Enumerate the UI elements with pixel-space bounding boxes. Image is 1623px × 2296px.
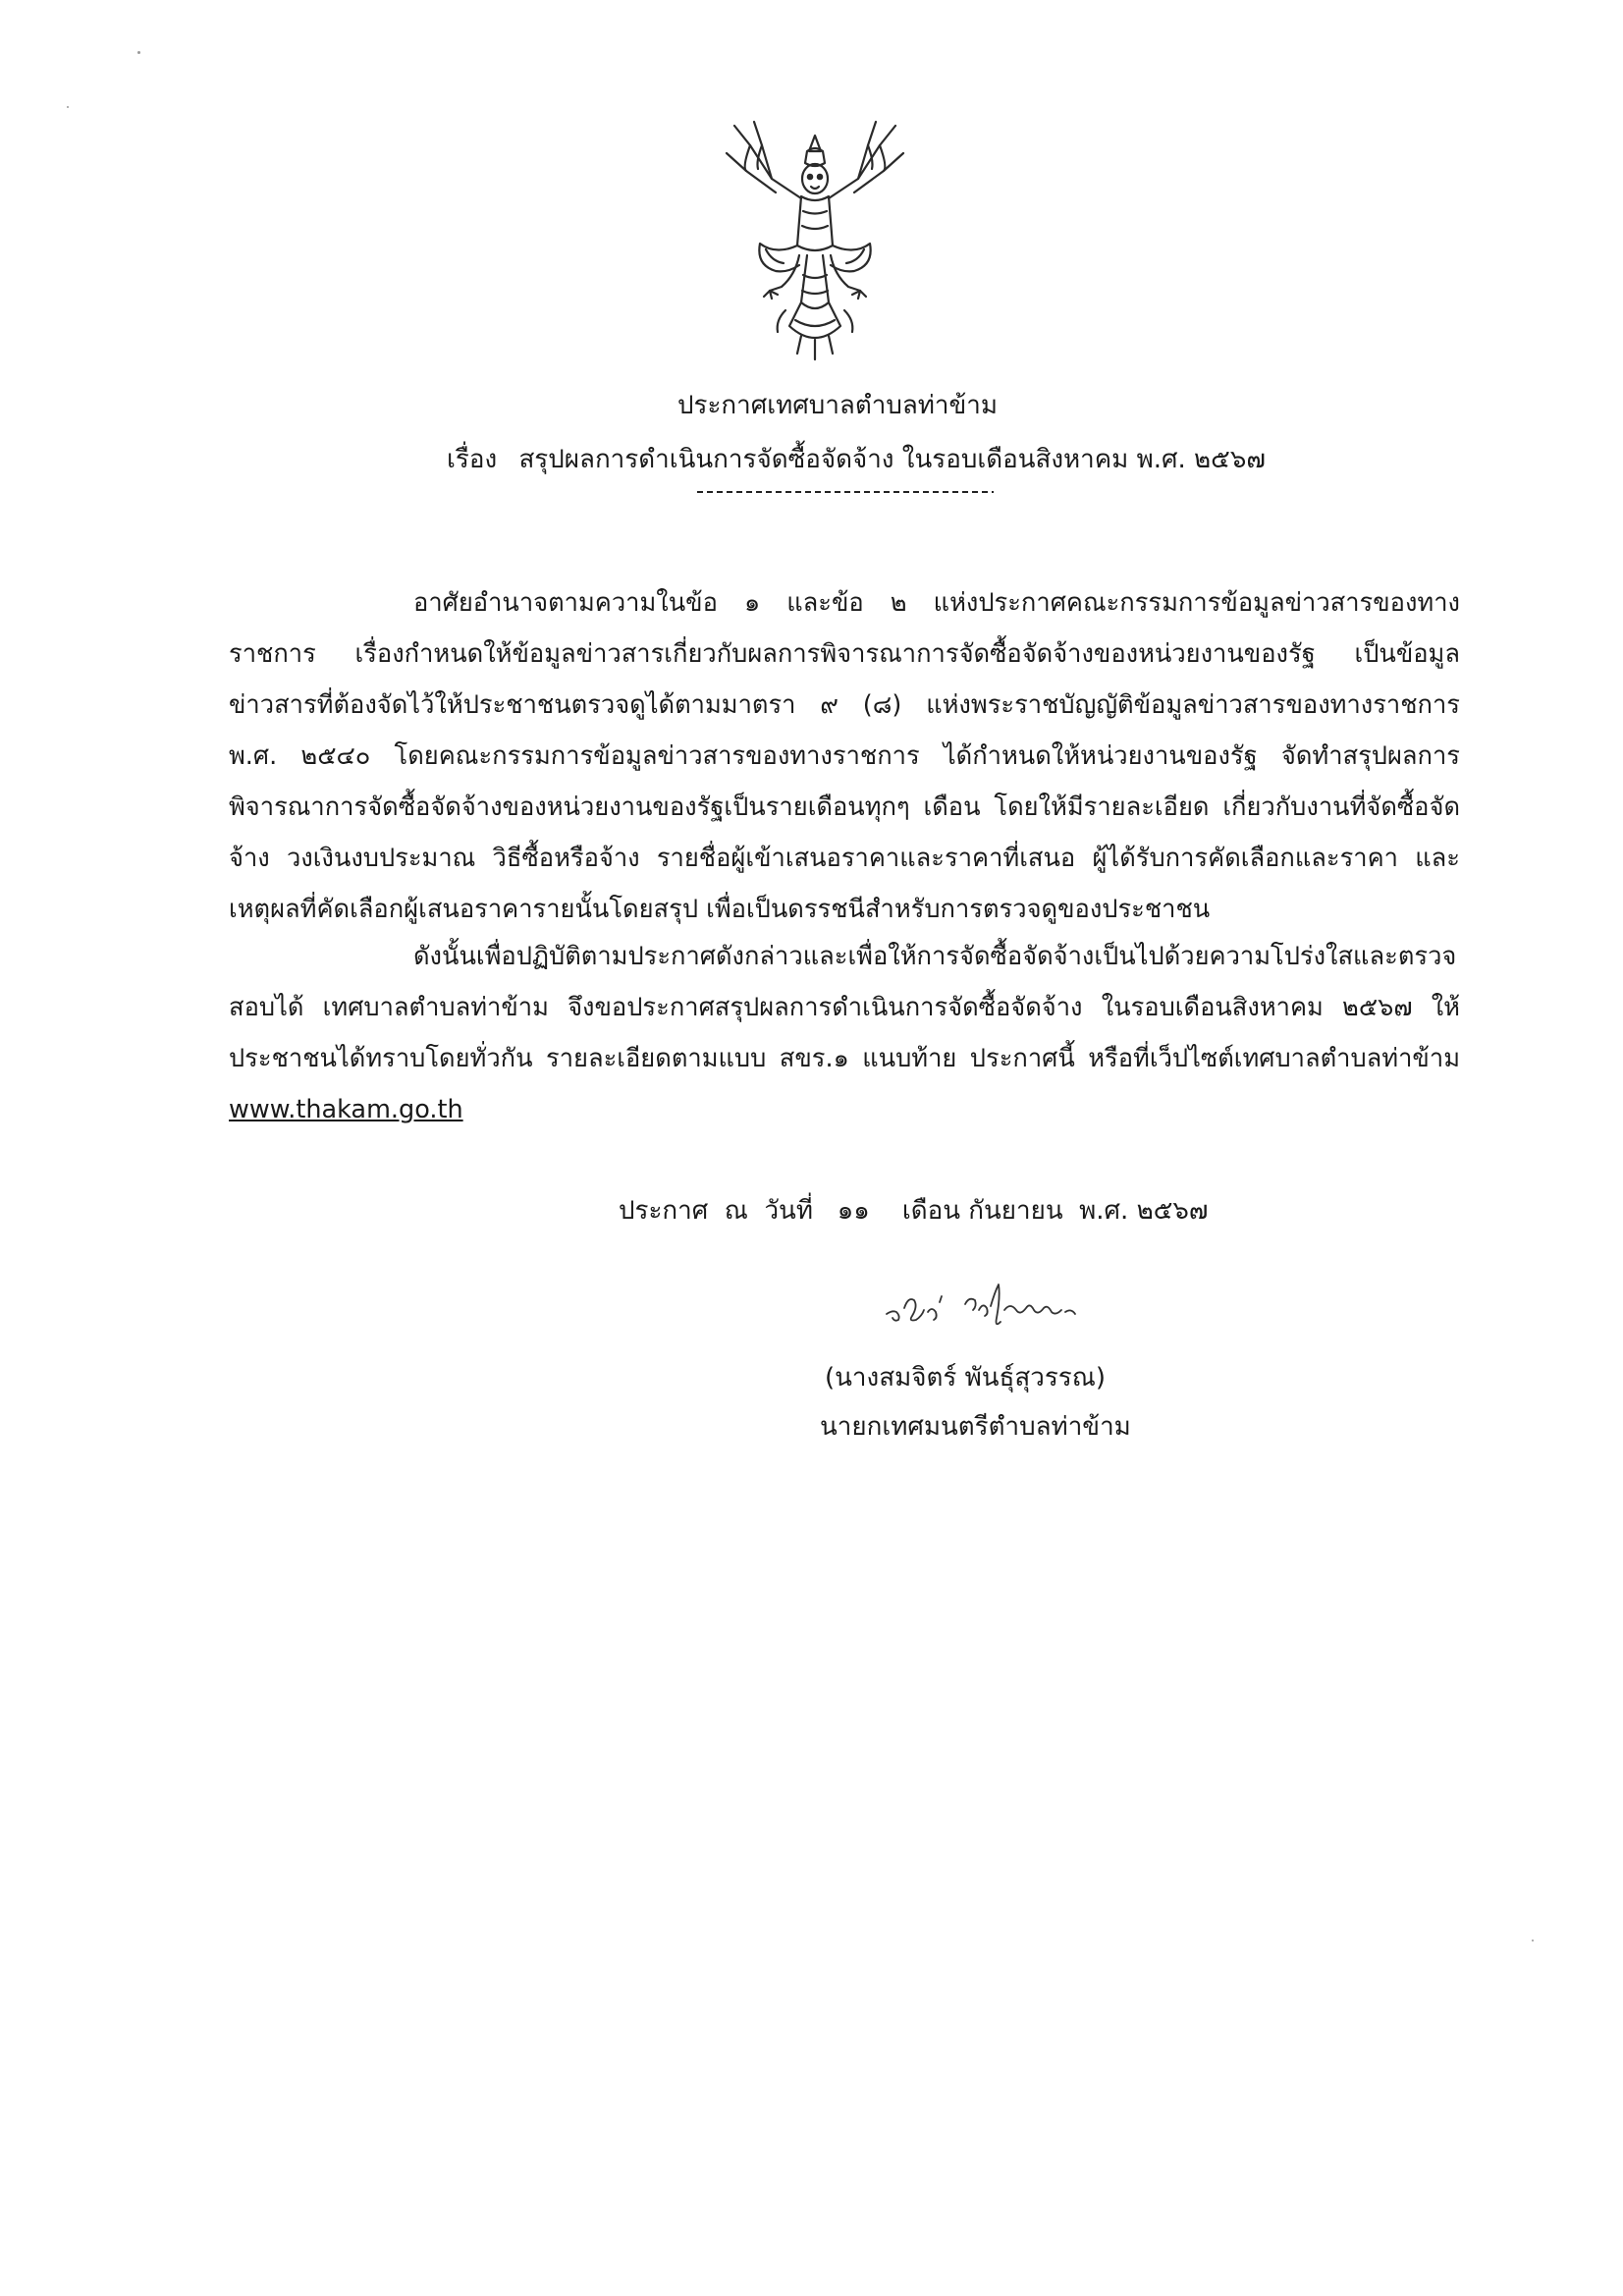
handwritten-signature: [879, 1267, 1105, 1345]
announcement-title: ประกาศเทศบาลตำบลท่าข้าม: [677, 391, 999, 420]
website-link[interactable]: www.thakam.go.th: [229, 1095, 463, 1124]
scan-speck: [137, 51, 140, 54]
scan-speck: [67, 106, 69, 108]
announcement-subject: [447, 439, 1266, 479]
scan-speck: [1532, 1940, 1534, 1941]
body-paragraph-1: อาศัยอำนาจตามความในข้อ ๑ และข้อ ๒ แห่งประกาศคณะกรรมการข้อมูลข่าวสารของทางราชการ เรื่องกำหนดให้ข้อมูลข่าวสารเกี่ยวกับผลการพิจารณาการจัดซื้อจัดจ้างของหน่วยงานของรัฐ เป็นข้อมูลข่าวสารที่ต้องจัดไว้ให้ประชาชนตรวจดูได้ตามมาตรา ๙ (๘) แห่งพระราชบัญญัติข้อมูลข่าวสารของทางราชการ พ.ศ. ๒๕๔๐ โดยคณะกรรมการข้อมูลข่าวสารของทางราชการ ได้กำหนดให้หน่วยงานของรัฐ จัดทำสรุปผลการพิจารณาการจัดซื้อจัดจ้างของหน่วยงานของรัฐเป็นรายเดือนทุกๆ เดือน โดยให้มีรายละเอียด เกี่ยวกับงานที่จัดซื้อจัดจ้าง วงเงินงบประมาณ วิธีซื้อหรือจ้าง รายชื่อผู้เข้าเสนอราคาและราคาที่เสนอ ผู้ได้รับการคัดเลือกและราคา และเหตุผลที่คัดเลือกผู้เสนอราคารายนั้นโดยสรุป เพื่อเป็นดรรชนีสำหรับการตรวจดูของประชาชน: [229, 588, 1460, 924]
signer-name: (นางสมจิตร์ พันธุ์สุวรรณ): [825, 1363, 1107, 1393]
garuda-emblem: [717, 118, 913, 363]
subject-text: สรุปผลการดำเนินการจัดซื้อจัดจ้าง ในรอบเดือนสิงหาคม พ.ศ. ๒๕๖๗: [518, 445, 1266, 474]
body-paragraph-2-text: ดังนั้นเพื่อปฏิบัติตามประกาศดังกล่าวและเพื่อให้การจัดซื้อจัดจ้างเป็นไปด้วยความโปร่งใสและตรวจสอบได้ เทศบาลตำบลท่าข้าม จึงขอประกาศสรุปผลการดำเนินการจัดซื้อจัดจ้าง ในรอบเดือนสิงหาคม ๒๕๖๗ ให้ประชาชนได้ทราบโดยทั่วกัน รายละเอียดตามแบบ สขร.๑ แนบท้าย ประกาศนี้ หรือที่เว็ปไซต์เทศบาลตำบลท่าข้าม: [229, 942, 1460, 1073]
announcement-dateline: ประกาศ ณ วันที่ ๑๑ เดือน กันยายน พ.ศ. ๒๕๖๗: [619, 1196, 1209, 1226]
separator-line: [697, 491, 994, 493]
body-paragraph-2: [229, 931, 1460, 1135]
signer-position: นายกเทศมนตรีตำบลท่าข้าม: [820, 1412, 1131, 1442]
subject-label: เรื่อง: [447, 445, 498, 474]
